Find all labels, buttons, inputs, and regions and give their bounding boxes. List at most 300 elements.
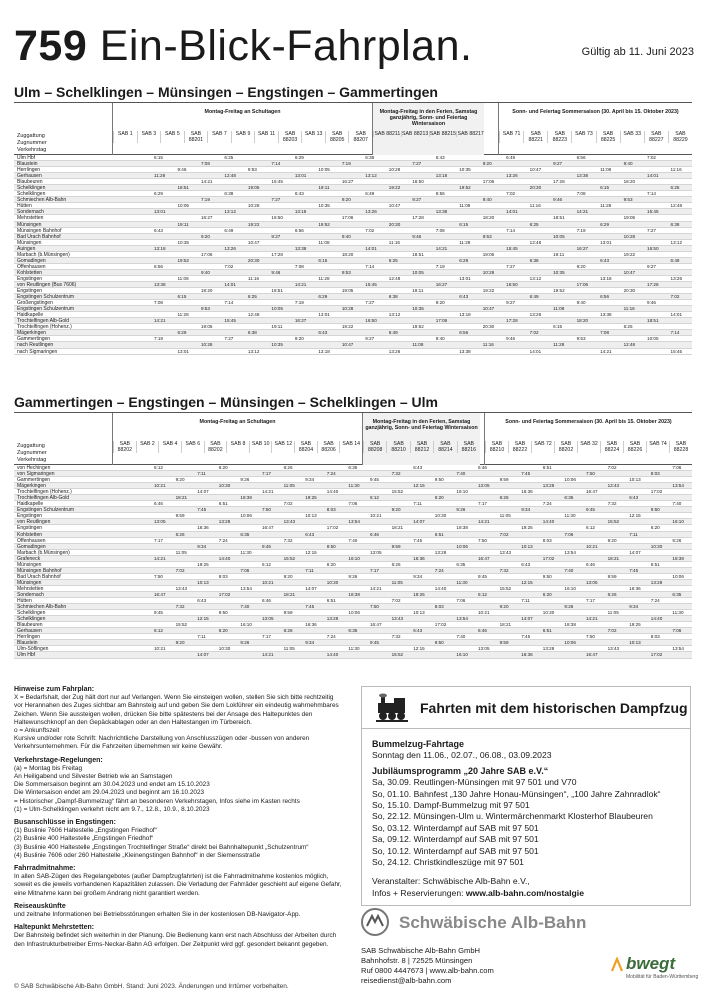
- event-item: So, 22.12. Münsingen-Ulm u. Wintermärchenmarkt Klosterhof Blaubeuren: [372, 811, 653, 822]
- time-cells: [152, 652, 692, 658]
- departure-time: 12:48: [224, 173, 236, 179]
- event-item: So, 24.12. Christkindleszüge mit 97 501: [372, 857, 524, 868]
- departure-time: 10:06: [564, 477, 576, 483]
- departure-time: 10:35: [177, 239, 189, 245]
- departure-time: 13:28: [542, 646, 555, 652]
- departure-time: 6:12: [154, 465, 163, 470]
- departure-time: 17:02: [650, 489, 663, 495]
- departure-time: 10:35: [459, 167, 471, 173]
- departure-time: 6:43: [459, 294, 469, 300]
- departure-time: 6:38: [365, 155, 375, 160]
- group-schooldays: [112, 413, 362, 465]
- departure-time: 9:27: [412, 197, 422, 203]
- departure-time: 19:52: [177, 257, 189, 263]
- steam-train-icon: [376, 693, 408, 723]
- train-column-header: SAB 72: [531, 441, 554, 453]
- departure-time: 9:50: [650, 507, 660, 513]
- station-name: Münsingen: [17, 561, 42, 568]
- departure-time: 9:20: [175, 477, 185, 483]
- departure-time: 7:02: [365, 227, 375, 233]
- departure-time: 7:45: [521, 471, 531, 477]
- station-name: Gammertingen: [17, 336, 51, 343]
- departure-time: 7:19: [200, 197, 210, 203]
- departure-time: 11:16: [482, 342, 494, 348]
- departure-time: 9:26: [564, 604, 574, 610]
- event-item: Sa, 09.12. Winterdampf auf SAB mit 97 501: [372, 834, 539, 845]
- departure-time: 11:28: [553, 342, 565, 348]
- departure-time: 17:02: [650, 652, 663, 658]
- label-zugnummer: Zugnummer: [17, 140, 47, 146]
- steam-train-box: [361, 686, 691, 906]
- station-name: Schelklingen: [17, 610, 46, 617]
- departure-time: 7:19: [154, 336, 163, 342]
- departure-time: 13:05: [478, 483, 490, 489]
- promo-title: Fahrten mit dem historischen Dampfzug: [420, 700, 688, 716]
- departure-time: 11:30: [564, 513, 576, 519]
- group-columns: [113, 441, 362, 453]
- rule-item: = Historischer „Dampf-Bummelzug“ fährt an besonderen Verkehrstagen, Infos siehe im Kasten rechts: [14, 797, 300, 805]
- departure-time: 10:28: [623, 233, 636, 239]
- departure-time: 7:45: [521, 634, 531, 640]
- departure-time: 6:43: [154, 227, 163, 233]
- line-number: 759: [14, 22, 88, 70]
- departure-time: 6:38: [388, 294, 398, 300]
- departure-time: 7:11: [305, 567, 314, 573]
- departure-time: 13:12: [388, 312, 401, 318]
- label-zuggattung: Zuggattung: [17, 443, 45, 449]
- company-email[interactable]: reisedienst@alb-bahn.com: [361, 976, 452, 985]
- departure-time: 9:46: [271, 269, 281, 275]
- departure-time: 7:08: [435, 227, 445, 233]
- departure-time: 6:29: [600, 221, 610, 227]
- station-name: Bad Urach Bahnhof: [17, 233, 61, 240]
- departure-time: 6:26: [283, 465, 293, 470]
- departure-time: 13:28: [542, 483, 555, 489]
- train-column-header: SAB 88224: [600, 441, 623, 453]
- bike-text: In allen SAB-Zügen des Regelangebotes (außer Dampfzugfahrten) ist die Fahrradmitnahme kostenlos möglich, soweit es die jeweils vorhandenen Kapazitäten zulassen. Die Verladung der Fahrräder geschieht auf eigene Gefahr, eine Mitnahme kann bei großem Andrang nicht garantiert werden.: [14, 873, 342, 897]
- departure-time: 7:50: [586, 471, 595, 477]
- departure-time: 14:01: [647, 173, 659, 179]
- departure-time: 10:06: [564, 640, 576, 646]
- departure-time: 7:32: [607, 501, 617, 507]
- departure-time: 7:50: [370, 604, 379, 610]
- departure-time: 9:53: [341, 269, 351, 275]
- departure-time: 13:54: [240, 585, 252, 591]
- departure-time: 6:29: [459, 257, 469, 263]
- departure-time: 12:15: [305, 549, 317, 555]
- departure-time: 7:27: [271, 197, 281, 203]
- departure-time: 7:11: [197, 471, 206, 477]
- departure-time: 9:50: [434, 477, 444, 483]
- departure-time: 13:28: [218, 519, 231, 525]
- info-text: und zeitnahe Informationen bei Betriebsstörungen erhalten Sie in der kostenlosen DB-Navigator-App.: [14, 911, 301, 919]
- departure-time: 13:12: [224, 209, 236, 215]
- departure-time: 9:59: [499, 640, 509, 646]
- station-name: Mägerkingen: [17, 330, 46, 337]
- departure-time: 11:16: [670, 167, 682, 173]
- departure-time: 20:30: [247, 257, 260, 263]
- departure-time: 6:29: [154, 191, 163, 197]
- departure-time: 14:07: [305, 585, 317, 591]
- departure-time: 9:59: [499, 477, 509, 483]
- departure-time: 14:21: [262, 489, 274, 495]
- departure-time: 13:18: [600, 275, 612, 281]
- departure-time: 6:38: [529, 257, 539, 263]
- departure-time: 10:21: [154, 483, 166, 489]
- departure-time: 16:10: [456, 652, 468, 658]
- company-phone: Ruf 0800 4447673 | www.alb-bahn.com: [361, 966, 494, 975]
- station-name: Münsingen: [17, 239, 42, 246]
- departure-time: 11:05: [499, 513, 511, 519]
- station-name: Haidkapelle: [17, 501, 44, 508]
- departure-time: 11:08: [600, 167, 612, 173]
- departure-time: 6:56: [600, 294, 610, 300]
- departure-time: 10:05: [647, 336, 659, 342]
- departure-time: 15:52: [175, 622, 188, 628]
- departure-time: 10:21: [370, 513, 382, 519]
- departure-time: 14:21: [370, 585, 382, 591]
- event-list: [372, 777, 680, 868]
- stop-title: Haltepunkt Mehrstetten:: [14, 924, 95, 932]
- departure-time: 6:35: [564, 495, 574, 501]
- departure-time: 19:22: [341, 324, 354, 330]
- departure-time: 13:54: [456, 616, 468, 622]
- train-column-header: SAB 88211: [374, 131, 401, 137]
- promo-organizer: [372, 876, 680, 899]
- departure-time: 16:50: [647, 245, 659, 251]
- departure-time: 13:54: [672, 483, 684, 489]
- departure-time: 17:06: [576, 281, 589, 287]
- departure-time: 11:28: [459, 239, 471, 245]
- departure-time: 9:45: [586, 507, 595, 513]
- departure-time: 6:26: [499, 495, 509, 501]
- group-columns: [113, 131, 372, 143]
- departure-time: 13:26: [529, 312, 542, 318]
- departure-time: 6:35: [348, 465, 358, 470]
- departure-time: 13:05: [478, 646, 490, 652]
- departure-time: 14:21: [154, 555, 166, 561]
- rule-item: (a) = Montag bis Freitag: [14, 764, 83, 772]
- departure-time: 10:28: [200, 342, 213, 348]
- departure-time: 13:12: [247, 348, 260, 354]
- departure-time: 13:38: [459, 348, 471, 354]
- departure-time: 19:11: [271, 324, 283, 330]
- nostalgie-link[interactable]: www.alb-bahn.com/nostalgie: [465, 887, 584, 898]
- departure-time: 16:10: [348, 555, 360, 561]
- departure-time: 9:26: [240, 640, 250, 646]
- departure-time: 19:05: [247, 185, 260, 191]
- departure-time: 15:45: [670, 348, 683, 354]
- train-column-header: SAB 88229: [668, 131, 692, 143]
- departure-time: 13:28: [434, 549, 447, 555]
- station-name: Hütten: [17, 598, 32, 605]
- station-name: Engstingen: [17, 525, 43, 532]
- departure-time: 13:54: [672, 646, 684, 652]
- departure-time: 7:45: [413, 537, 423, 543]
- reservations-line: [372, 888, 680, 899]
- departure-time: 11:30: [672, 610, 684, 616]
- departure-time: 9:40: [482, 197, 492, 203]
- departure-time: 9:27: [271, 233, 281, 239]
- departure-time: 18:20: [576, 318, 589, 324]
- departure-time: 10:30: [434, 513, 447, 519]
- departure-time: 9:20: [435, 300, 445, 306]
- timetable-body: [14, 465, 692, 675]
- sab-logo-icon: [361, 908, 389, 936]
- departure-time: 17:02: [326, 525, 339, 531]
- departure-time: 19:22: [388, 185, 401, 191]
- departure-time: 12:15: [413, 483, 425, 489]
- departure-time: 17:06: [341, 215, 354, 221]
- departure-time: 17:02: [218, 591, 231, 597]
- departure-time: 6:49: [388, 330, 398, 336]
- departure-time: 19:11: [177, 221, 189, 227]
- departure-time: 14:21: [435, 245, 448, 251]
- promo-sub1-text: Sonntag den 11.06., 02.07., 06.08., 03.09.2023: [372, 750, 552, 761]
- departure-time: 10:21: [586, 543, 598, 549]
- station-name: Blaustein: [17, 640, 38, 647]
- departure-time: 6:43: [294, 191, 304, 197]
- group-columns: [485, 441, 692, 453]
- departure-time: 10:47: [341, 342, 354, 348]
- departure-time: 14:21: [600, 348, 612, 354]
- departure-time: 16:36: [629, 585, 641, 591]
- company-street: Bahnhofstr. 8 | 72525 Münsingen: [361, 956, 473, 965]
- departure-time: 7:24: [542, 501, 552, 507]
- departure-time: 16:47: [586, 652, 598, 658]
- departure-time: 10:05: [553, 233, 565, 239]
- train-column-header: SAB 88223: [547, 131, 571, 143]
- departure-time: 11:08: [459, 203, 471, 209]
- train-column-header: SAB 2: [136, 441, 159, 453]
- departure-time: 7:06: [240, 567, 250, 573]
- train-column-header: SAB 88207: [348, 131, 372, 143]
- departure-time: 6:35: [672, 591, 682, 597]
- station-name: Engstingen: [17, 275, 43, 282]
- departure-time: 8:03: [542, 537, 552, 543]
- departure-time: 7:27: [365, 300, 375, 306]
- departure-time: 16:50: [506, 281, 518, 287]
- departure-time: 14:21: [478, 519, 490, 525]
- train-column-header: SAB 88227: [644, 131, 668, 143]
- rule-item: (1) = Ulm-Schelklingen verkehrt nicht am 9.7., 12.8., 10.9., 8.10.2023: [14, 805, 210, 813]
- departure-time: 18:38: [456, 525, 468, 531]
- departure-time: 6:56: [154, 263, 163, 269]
- departure-time: 7:02: [607, 628, 617, 634]
- departure-time: 6:15: [318, 257, 328, 263]
- departure-time: 9:34: [629, 604, 639, 610]
- note-item: X = Bedarfshalt, der Zug hält dort nur auf Verlangen. Wenn Sie einsteigen wollen, stellen Sie sich bitte rechtzeitig vor Herannahen des Zuges sichtbar am Bahnsteig auf und geben Sie dem Lokführer ein eindeutig wahrnehmbares Zeichen. Wenn Sie aussteigen wollen, drücken Sie bitte spätestens bei der Ansage des Haltepunktes den Haltewunschknopf an den Gepäckablagen oder an den Haltestangen im Türbereich.: [14, 694, 339, 726]
- station-name: Gerhausen: [17, 628, 42, 635]
- departure-time: 10:47: [482, 306, 495, 312]
- departure-time: 10:28: [341, 306, 354, 312]
- timetable-header: [14, 103, 692, 155]
- departure-time: 6:35: [348, 628, 358, 634]
- timetable-outbound: [14, 102, 692, 380]
- departure-time: 19:05: [200, 324, 213, 330]
- note-item: o = Ankunftszeit: [14, 727, 60, 735]
- group-schooldays: [112, 103, 372, 155]
- departure-time: 16:27: [341, 179, 354, 185]
- departure-time: 13:26: [365, 209, 377, 215]
- departure-time: 9:46: [506, 336, 516, 342]
- departure-time: 11:16: [388, 239, 400, 245]
- station-name: Münsingen: [17, 579, 42, 586]
- departure-time: 6:49: [670, 257, 680, 263]
- train-column-header: SAB 88206: [317, 441, 340, 453]
- departure-time: 6:51: [218, 501, 228, 507]
- station-name: Mehrstetten: [17, 215, 44, 222]
- departure-time: 6:43: [305, 531, 315, 537]
- departure-time: 16:27: [435, 281, 448, 287]
- departure-time: 6:26: [391, 561, 401, 567]
- departure-time: 19:25: [521, 525, 533, 531]
- departure-time: 7:27: [412, 161, 422, 167]
- departure-time: 10:13: [629, 640, 641, 646]
- departure-time: 12:15: [521, 579, 533, 585]
- route-title-2: Gammertingen – Engstingen – Münsingen – Schelklingen – Ulm: [14, 394, 438, 410]
- departure-time: 18:51: [412, 251, 424, 257]
- departure-time: 15:45: [506, 245, 518, 251]
- station-name: Sondernach: [17, 591, 44, 598]
- departure-time: 7:02: [506, 191, 516, 197]
- train-column-header: SAB 88202: [204, 441, 227, 453]
- departure-time: 20:30: [529, 185, 542, 191]
- departure-time: 18:20: [623, 179, 636, 185]
- departure-time: 13:01: [600, 239, 612, 245]
- departure-time: 6:25: [224, 155, 234, 160]
- train-column-header: SAB 88217: [457, 131, 484, 137]
- train-column-header: SAB 12: [271, 441, 294, 453]
- departure-time: 9:46: [412, 233, 422, 239]
- departure-time: 18:38: [564, 622, 576, 628]
- departure-time: 19:22: [482, 288, 495, 294]
- departure-time: 13:38: [435, 209, 448, 215]
- departure-time: 18:21: [607, 555, 620, 561]
- departure-time: 10:13: [629, 477, 641, 483]
- departure-time: 19:11: [412, 288, 424, 294]
- departure-time: 12:15: [629, 513, 641, 519]
- departure-time: 8:03: [650, 471, 660, 477]
- train-column-header: SAB 88213: [402, 131, 429, 137]
- departure-time: 7:06: [672, 465, 682, 470]
- station-name: Blaustein: [17, 161, 38, 168]
- notes-title: Hinweise zum Fahrplan:: [14, 686, 95, 693]
- departure-time: 9:46: [553, 197, 563, 203]
- train-column-header: SAB 88202: [554, 441, 577, 453]
- departure-time: 7:06: [456, 598, 466, 604]
- departure-time: 6:43: [413, 465, 423, 470]
- departure-time: 9:45: [370, 477, 379, 483]
- station-name: von Reutlingen: [17, 519, 51, 526]
- departure-time: 7:08: [154, 300, 163, 306]
- departure-time: 9:20: [283, 573, 293, 579]
- train-column-header: SAB 7: [207, 131, 231, 143]
- departure-time: 12:15: [197, 616, 209, 622]
- departure-time: 13:01: [459, 275, 471, 281]
- departure-time: 10:30: [218, 646, 231, 652]
- departure-time: 10:05: [412, 269, 424, 275]
- departure-time: 6:51: [434, 531, 444, 537]
- departure-time: 8:03: [434, 604, 444, 610]
- departure-time: 19:22: [623, 251, 636, 257]
- departure-time: 6:20: [434, 495, 444, 501]
- departure-time: 7:50: [586, 634, 595, 640]
- departure-time: 6:46: [478, 628, 487, 634]
- departure-time: 13:43: [607, 483, 620, 489]
- departure-time: 9:27: [647, 263, 656, 269]
- train-column-header: SAB 33: [620, 131, 644, 143]
- departure-time: 6:43: [629, 495, 639, 501]
- departure-time: 10:28: [247, 203, 260, 209]
- stop-text: Der Bahnsteig befindet sich weiterhin in der Planung. Die Bedienung kann erst nach Abschluss der Arbeiten durch den Infrastrukturbetreiber Erms-Neckar-Bahn AG erfolgen. Der Zeitpunkt wird ggf. gesondert bekannt gegeben.: [14, 932, 337, 948]
- departure-time: 10:21: [262, 579, 274, 585]
- station-name: Mägerkingen: [17, 483, 46, 490]
- promo-header: [362, 687, 690, 729]
- station-name: Engstingen: [17, 288, 43, 295]
- station-name: Engstingen Schulzentrum: [17, 294, 74, 301]
- timetable-row: [14, 652, 692, 658]
- departure-time: 17:06: [435, 318, 448, 324]
- company-name: SAB Schwäbische Alb-Bahn GmbH: [361, 946, 481, 955]
- departure-time: 9:26: [348, 573, 358, 579]
- departure-time: 7:19: [294, 300, 304, 306]
- departure-time: 14:21: [586, 616, 598, 622]
- departure-time: 16:36: [413, 555, 425, 561]
- station-name: Schelklingen: [17, 185, 46, 192]
- departure-time: 14:01: [506, 209, 518, 215]
- departure-time: 9:34: [521, 507, 531, 513]
- departure-time: 9:27: [506, 300, 516, 306]
- departure-time: 18:51: [647, 318, 659, 324]
- departure-time: 7:11: [629, 531, 638, 537]
- departure-time: 6:20: [326, 561, 336, 567]
- departure-time: 14:40: [326, 489, 339, 495]
- departure-time: 6:25: [529, 221, 539, 227]
- departure-time: 6:46: [478, 465, 487, 470]
- departure-time: 7:32: [391, 471, 401, 477]
- departure-time: 14:40: [326, 652, 339, 658]
- station-name: Herrlingen: [17, 167, 41, 174]
- departure-time: 6:43: [197, 598, 207, 604]
- departure-time: 6:43: [521, 561, 531, 567]
- brand-name: Schwäbische Alb-Bahn: [399, 913, 587, 932]
- departure-time: 18:21: [283, 591, 296, 597]
- departure-time: 10:05: [318, 167, 330, 173]
- departure-time: 19:25: [197, 561, 209, 567]
- departure-time: 6:29: [177, 330, 187, 336]
- departure-time: 7:02: [670, 294, 680, 300]
- departure-time: 10:28: [482, 269, 495, 275]
- departure-time: 9:34: [197, 543, 207, 549]
- departure-time: 10:35: [271, 342, 283, 348]
- departure-time: 13:38: [154, 281, 166, 287]
- train-column-header: SAB 88210: [386, 441, 409, 453]
- departure-time: 7:32: [175, 604, 185, 610]
- departure-time: 7:14: [224, 300, 234, 306]
- departure-time: 16:47: [154, 591, 166, 597]
- group-title: Montag-Freitag in den Ferien, Samstag ganzjährig, Sonn- und Feiertag Wintersaison: [379, 109, 478, 127]
- station-name: Schelklingen: [17, 191, 46, 198]
- departure-time: 9:50: [542, 573, 552, 579]
- departure-time: 11:28: [154, 173, 166, 179]
- train-column-header: SAB 74: [646, 441, 669, 453]
- departure-time: 6:20: [218, 465, 228, 470]
- station-name: Trochtelfingen Alb-Gold: [17, 318, 70, 325]
- departure-time: 10:13: [413, 610, 425, 616]
- train-column-header: SAB 88203: [278, 131, 302, 143]
- departure-time: 9:59: [283, 610, 293, 616]
